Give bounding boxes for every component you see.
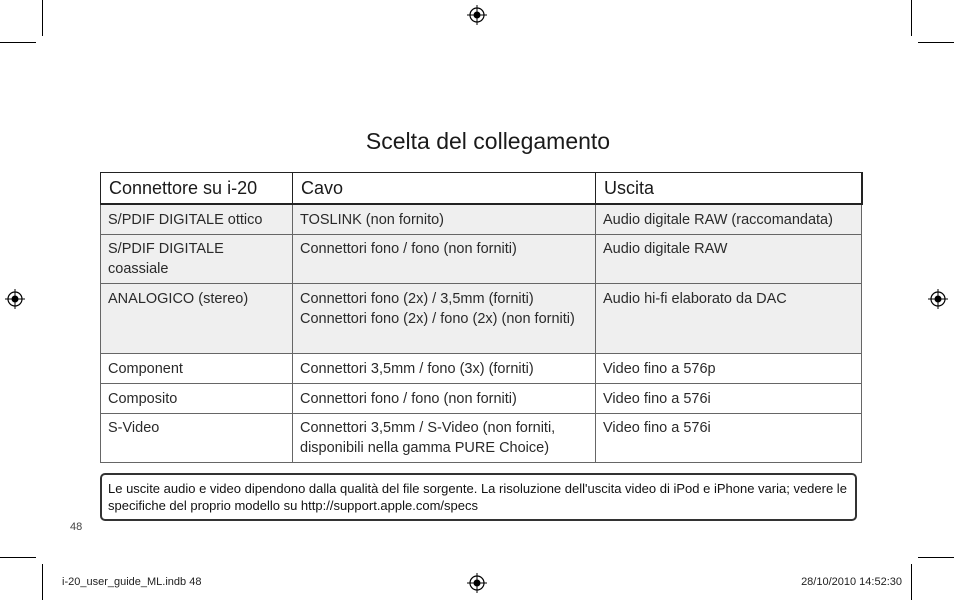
- table-cell: Video fino a 576p: [596, 354, 862, 384]
- table-cell: Audio digitale RAW: [596, 235, 862, 284]
- file-slug: i-20_user_guide_ML.indb 48: [62, 576, 202, 588]
- crop-mark: [911, 0, 912, 36]
- crop-mark: [0, 42, 36, 43]
- table-cell: Audio digitale RAW (raccomandata): [596, 204, 862, 235]
- table-cell: TOSLINK (non fornito): [293, 204, 596, 235]
- crop-mark: [0, 557, 36, 558]
- table-cell: Component: [101, 354, 293, 384]
- registration-mark-icon: [467, 5, 487, 25]
- table-row: [101, 204, 862, 235]
- table-row: [101, 384, 862, 414]
- table-header-row: [101, 173, 862, 205]
- table-cell: Composito: [101, 384, 293, 414]
- table-row: [101, 354, 862, 384]
- table-cell: Audio hi-fi elaborato da DAC: [596, 284, 862, 354]
- table-cell: Connettori fono / fono (non forniti): [293, 384, 596, 414]
- table-cell: Connettori 3,5mm / S-Video (non forniti, disponibili nella gamma PURE Choice): [293, 414, 596, 463]
- table-cell: Connettori 3,5mm / fono (3x) (forniti): [293, 354, 596, 384]
- timestamp-slug: 28/10/2010 14:52:30: [801, 576, 902, 588]
- column-header-output: Uscita: [596, 173, 862, 205]
- table-cell: S/PDIF DIGITALE coassiale: [101, 235, 293, 284]
- table-cell: Video fino a 576i: [596, 384, 862, 414]
- column-header-cable: Cavo: [293, 173, 596, 205]
- page-title: Scelta del collegamento: [365, 128, 611, 154]
- table-row: [101, 414, 862, 463]
- crop-mark: [918, 42, 954, 43]
- table-cell: S/PDIF DIGITALE ottico: [101, 204, 293, 235]
- note-box: Le uscite audio e video dipendono dalla qualità del file sorgente. La risoluzione dell'uscita video di iPod e iPhone varia; vedere le specifiche del proprio modello su http://support.apple.com/specs: [100, 473, 857, 521]
- table-cell: S-Video: [101, 414, 293, 463]
- crop-mark: [42, 0, 43, 36]
- column-header-connector: Connettore su i-20: [101, 173, 293, 205]
- registration-mark-icon: [5, 289, 25, 309]
- table-row: [101, 284, 862, 354]
- crop-mark: [918, 557, 954, 558]
- connection-table: [100, 172, 863, 463]
- table-row: [101, 235, 862, 284]
- page-number: 48: [70, 521, 83, 533]
- table-cell: ANALOGICO (stereo): [101, 284, 293, 354]
- crop-mark: [911, 564, 912, 600]
- crop-mark: [42, 564, 43, 600]
- table-cell: Connettori fono / fono (non forniti): [293, 235, 596, 284]
- table-cell: Connettori fono (2x) / 3,5mm (forniti) Connettori fono (2x) / fono (2x) (non forniti): [293, 284, 596, 354]
- table-cell: Video fino a 576i: [596, 414, 862, 463]
- registration-mark-icon: [467, 573, 487, 593]
- registration-mark-icon: [928, 289, 948, 309]
